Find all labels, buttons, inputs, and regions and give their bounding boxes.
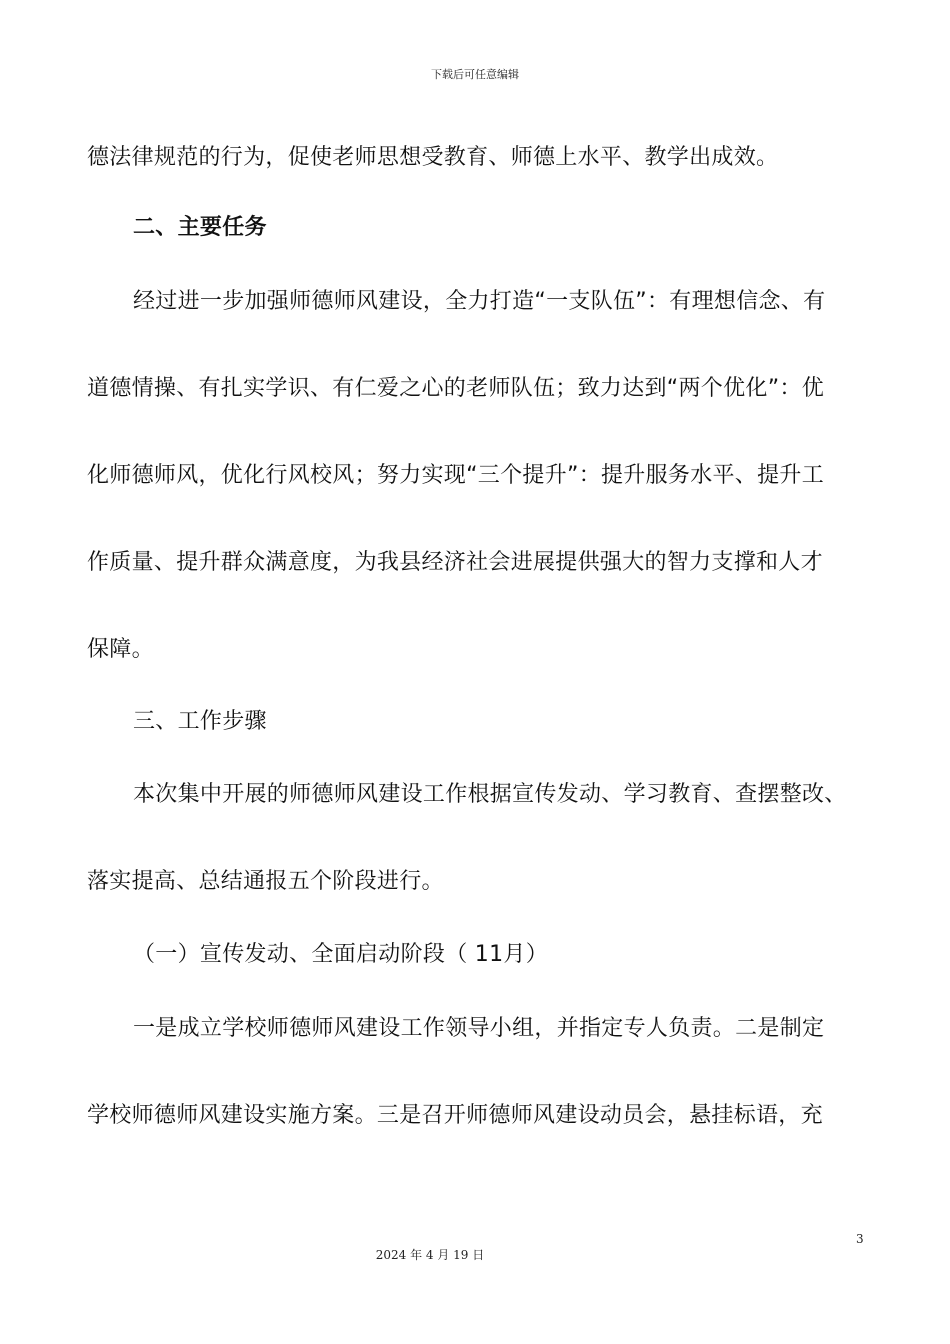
paragraph-line: 保障。	[87, 637, 154, 662]
paragraph-line: 德法律规范的行为，促使老师思想受教育、师德上水平、教学出成效。	[87, 145, 779, 170]
paragraph-line: 一是成立学校师德师风建设工作领导小组，并指定专人负责。二是制定	[133, 1016, 825, 1041]
paragraph-line: 学校师德师风建设实施方案。三是召开师德师风建设动员会，悬挂标语，充	[87, 1103, 823, 1128]
footer-date: 2024 年 4 月 19 日	[375, 1248, 485, 1262]
paragraph-line: 落实提高、总结通报五个阶段进行。	[87, 869, 444, 894]
paragraph-line: 本次集中开展的师德师风建设工作根据宣传发动、学习教育、查摆整改、	[133, 782, 847, 807]
paragraph-line: 道德情操、有扎实学识、有仁爱之心的老师队伍；致力达到“两个优化”：优	[87, 376, 824, 401]
section-heading: 三、工作步骤	[133, 709, 267, 734]
page-number: 3	[856, 1232, 864, 1246]
paragraph-line: 化师德师风，优化行风校风；努力实现“三个提升”：提升服务水平、提升工	[87, 463, 824, 488]
header-note: 下载后可任意编辑	[431, 68, 519, 81]
paragraph-line: 作质量、提升群众满意度，为我县经济社会进展提供强大的智力支撑和人才	[87, 550, 823, 575]
paragraph-line: 经过进一步加强师德师风建设，全力打造“一支队伍”：有理想信念、有	[133, 289, 826, 314]
subsection-heading: （一）宣传发动、全面启动阶段（ 11月）	[133, 942, 548, 967]
section-heading: 二、主要任务	[133, 215, 267, 240]
